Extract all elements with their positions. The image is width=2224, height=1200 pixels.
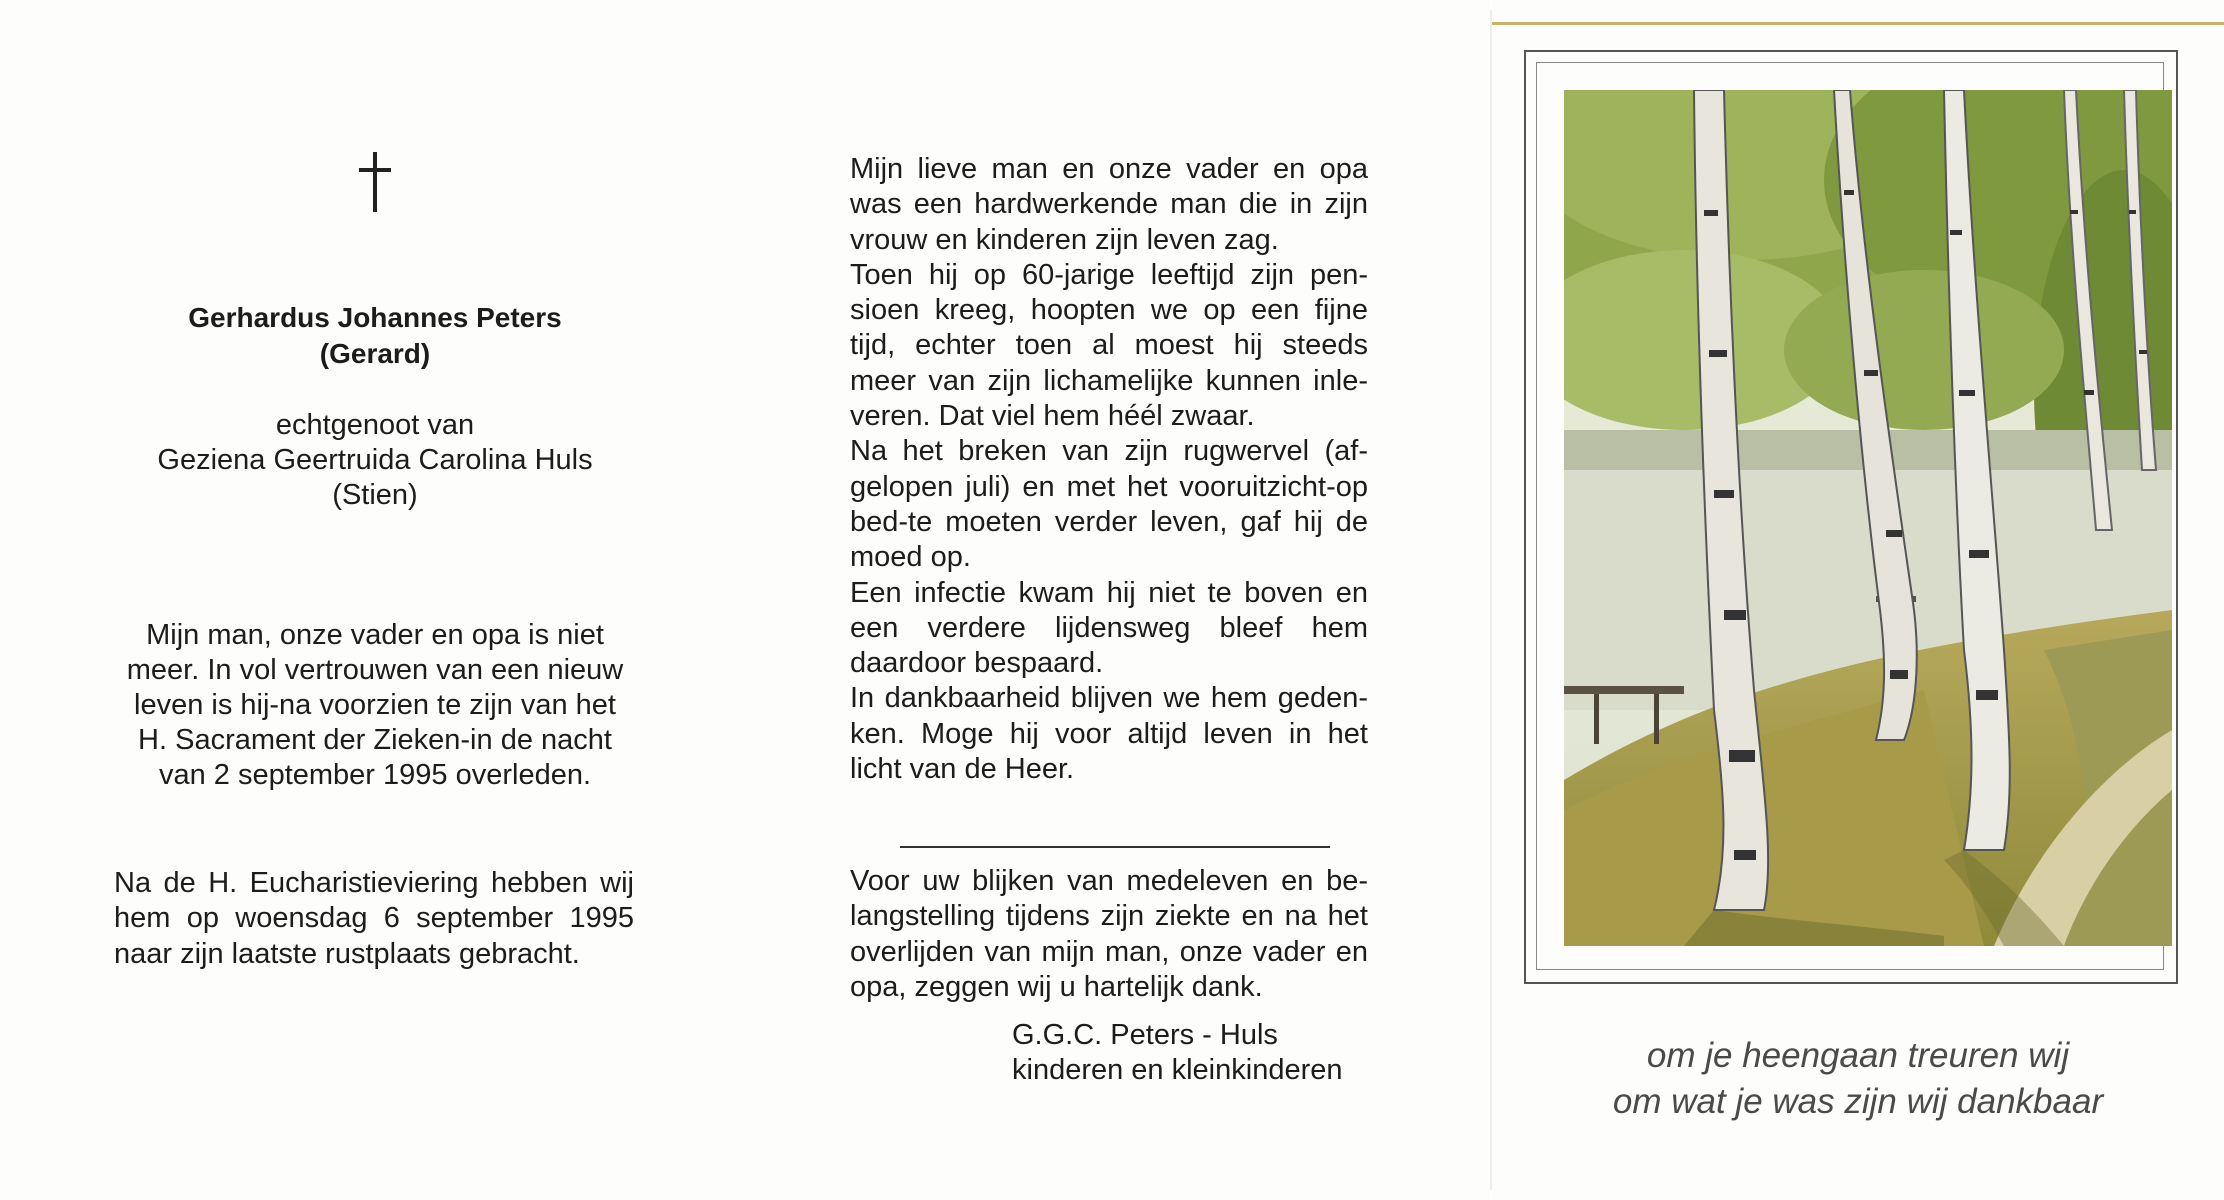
signature-names: G.G.C. Peters - Huls: [1012, 1019, 1278, 1051]
text-line: bed-te moeten verder leven, gaf hij de: [850, 505, 1368, 538]
text-line: leven is hij-na voorzien te zijn van het: [134, 689, 616, 721]
text-line: een verdere lijdensweg bleef hem: [850, 611, 1368, 644]
signature-family: kinderen en kleinkinderen: [1012, 1054, 1343, 1086]
text-line: Na de H. Eucharistieviering hebben wij: [114, 867, 634, 899]
text-line: was een hardwerkende man die in zijn: [850, 188, 1368, 221]
text-line: daardoor bespaard.: [850, 647, 1104, 680]
text-line: van 2 september 1995 overleden.: [158, 759, 592, 791]
text-line: meer van zijn lichamelijke kunnen inle-: [850, 364, 1368, 397]
text-line: gelopen juli) en met het vooruitzicht-op: [850, 470, 1368, 503]
gold-border: [1492, 22, 2224, 25]
text-line: licht van de Heer.: [850, 753, 1075, 786]
text-line: Mijn man, onze vader en opa is niet: [146, 619, 604, 651]
funeral-paragraph: [114, 866, 634, 972]
cross-icon: [373, 152, 377, 212]
spouse-intro: echtgenoot van: [275, 409, 475, 441]
divider: [900, 846, 1330, 848]
text-line: In dankbaarheid blijven we hem geden-: [850, 682, 1368, 715]
text-line: veren. Dat viel hem héél zwaar.: [850, 400, 1255, 433]
life-story-text: [850, 152, 1368, 787]
middle-panel: [740, 0, 1490, 1200]
deceased-name: Gerhardus Johannes Peters: [188, 302, 562, 333]
text-line: vrouw en kinderen zijn leven zag.: [850, 223, 1279, 256]
verse-line: om je heengaan treuren wij: [1646, 1036, 2070, 1075]
deceased-nickname: (Gerard): [319, 338, 431, 369]
text-line: sioen kreeg, hoopten we op een fijne: [850, 294, 1368, 327]
text-line: naar zijn laatste rustplaats gebracht.: [114, 937, 580, 970]
text-line: Na het breken van zijn rugwervel (af-: [850, 435, 1368, 468]
text-line: Voor uw blijken van medeleven en be-: [850, 865, 1368, 897]
left-panel: [0, 0, 740, 1200]
spouse-name: Geziena Geertruida Carolina Huls: [157, 444, 593, 476]
text-line: meer. In vol vertrouwen van een nieuw: [126, 654, 624, 686]
verse-line: om wat je was zijn wij dankbaar: [1612, 1082, 2104, 1121]
death-notice-paragraph: [80, 618, 670, 793]
text-line: H. Sacrament der Zieken-in de nacht: [138, 724, 612, 756]
text-line: moed op.: [850, 541, 971, 574]
right-panel: [1492, 0, 2224, 1200]
text-line: Toen hij op 60-jarige leeftijd zijn pen-: [850, 258, 1368, 291]
text-line: Mijn lieve man en onze vader en opa: [850, 153, 1368, 185]
text-line: overlijden van mijn man, onze vader en: [850, 935, 1368, 968]
text-line: tijd, echter toen al moest hij steeds: [850, 329, 1368, 362]
birch-trees-photo: [1564, 90, 2172, 946]
text-line: opa, zeggen wij u hartelijk dank.: [850, 970, 1263, 1003]
text-line: Een infectie kwam hij niet te boven en: [850, 576, 1368, 609]
spouse-nickname: (Stien): [332, 479, 418, 511]
thanks-text: [850, 864, 1368, 1005]
text-line: langstelling tijdens zijn ziekte en na het: [850, 900, 1368, 933]
text-line: ken. Moge hij voor altijd leven in het: [850, 717, 1368, 750]
text-line: hem op woensdag 6 september 1995: [114, 902, 634, 935]
